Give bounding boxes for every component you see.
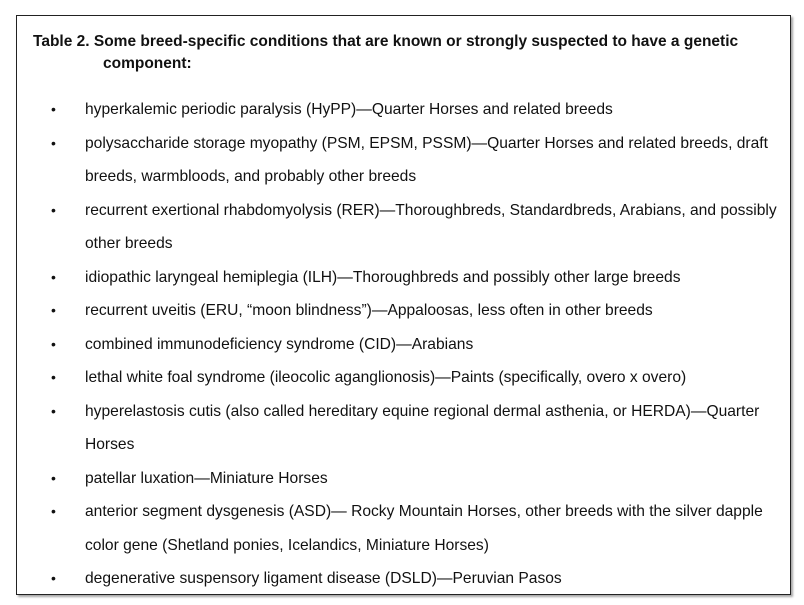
list-item — [0, 395, 790, 462]
bullet-icon: • — [51, 134, 56, 151]
list-item-text: patellar luxation—Miniature Horses — [85, 469, 328, 487]
bullet-icon: • — [51, 201, 56, 218]
bullet-icon: • — [51, 570, 56, 586]
list-item — [0, 261, 790, 295]
list-item-text: anterior segment dysgenesis (ASD)— Rocky Mountain Horses, other breeds with the silver dapple color gene (Shetland ponies, Icelandics, Miniature Horses) — [85, 503, 763, 554]
list-item-text: idiopathic laryngeal hemiplegia (ILH)—Thoroughbreds and possibly other large breeds — [85, 268, 681, 286]
list-item-text: hyperkalemic periodic paralysis (HyPP)—Quarter Horses and related breeds — [85, 101, 613, 118]
list-item — [0, 495, 790, 562]
bullet-icon: • — [51, 402, 56, 419]
list-item — [0, 294, 790, 328]
table-title-line1: Table 2. Some breed-specific conditions that are known or strongly suspected to have a genetic — [33, 33, 739, 50]
list-item — [0, 361, 790, 395]
list-item-text: degenerative suspensory ligament disease (DSLD)—Peruvian Pasos — [85, 570, 562, 587]
list-item — [0, 328, 790, 362]
list-item — [0, 562, 790, 596]
list-item-text: combined immunodeficiency syndrome (CID)—Arabians — [85, 335, 474, 353]
bullet-icon: • — [51, 335, 56, 352]
bullet-icon: • — [51, 503, 56, 519]
bullet-icon: • — [51, 469, 56, 486]
condition-list — [0, 93, 790, 596]
list-item-text: polysaccharide storage myopathy (PSM, EPSM, PSSM)—Quarter Horses and related breeds, draft breeds, warmbloods, and probably other breeds — [85, 134, 768, 185]
list-item — [0, 194, 790, 261]
list-item-text: recurrent uveitis (ERU, “moon blindness”)—Appaloosas, less often in other breeds — [85, 302, 653, 319]
list-item-text: lethal white foal syndrome (ileocolic aganglionosis)—Paints (specifically, overo x overo) — [85, 369, 687, 386]
bullet-icon: • — [51, 101, 56, 117]
list-item-text: hyperelastosis cutis (also called hereditary equine regional dermal asthenia, or HERDA)—Quarter Horses — [85, 402, 760, 453]
table-title — [33, 31, 773, 75]
bullet-icon: • — [51, 268, 56, 285]
bullet-icon: • — [51, 369, 56, 385]
list-item-text: recurrent exertional rhabdomyolysis (RER)—Thoroughbreds, Standardbreds, Arabians, and possibly other breeds — [85, 201, 777, 252]
list-item — [0, 127, 790, 194]
table-title-line2: component: — [103, 55, 192, 72]
bullet-icon: • — [51, 302, 56, 318]
list-item — [0, 93, 790, 127]
list-item — [0, 462, 790, 496]
